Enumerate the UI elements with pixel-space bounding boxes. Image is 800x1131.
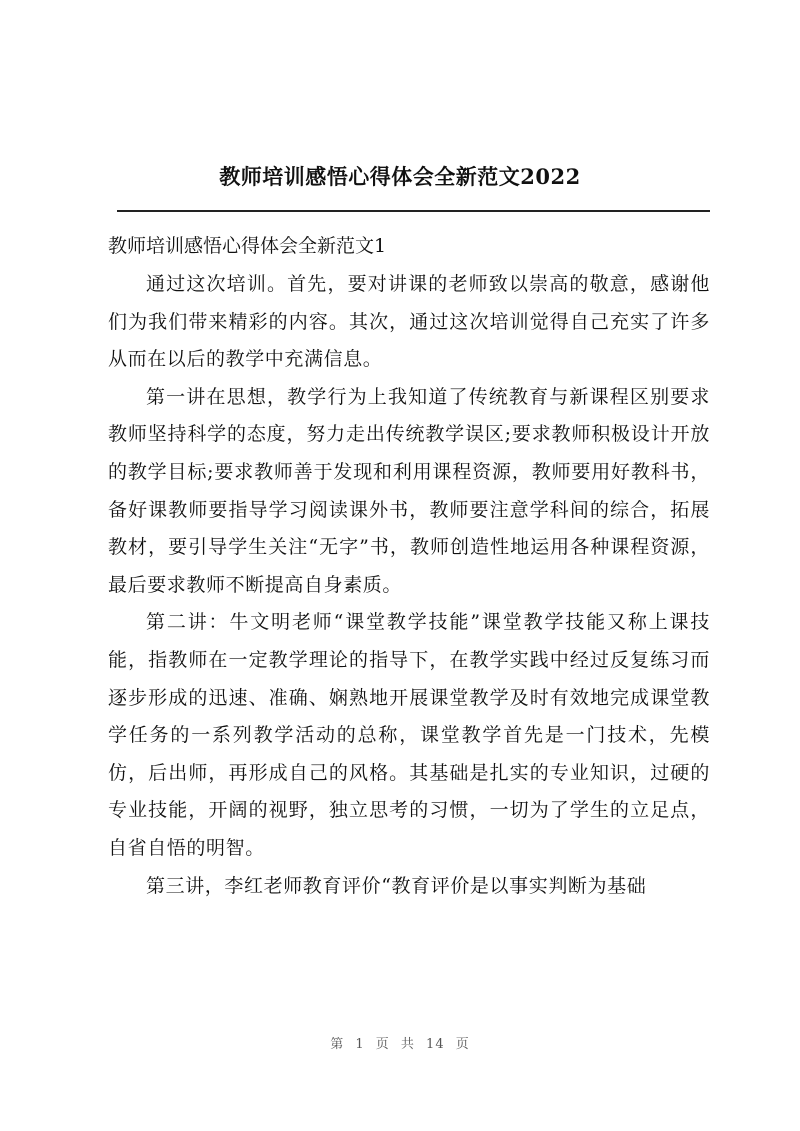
paragraph: 第三讲，李红老师教育评价“教育评价是以事实判断为基础 xyxy=(146,874,647,897)
section-heading: 教师培训感悟心得体会全新范文1 xyxy=(108,235,387,257)
body-text xyxy=(108,266,710,905)
paragraph: 通过这次培训。首先，要对讲课的老师致以崇高的敬意，感谢他们为我们带来精彩的内容。其次，通过这次培训觉得自己充实了许多从而在以后的教学中充满信息。 xyxy=(108,273,710,371)
title-divider xyxy=(117,210,710,212)
page-title: 教师培训感悟心得体会全新范文2022 xyxy=(219,164,581,189)
paragraph: 第一讲在思想，教学行为上我知道了传统教育与新课程区别要求教师坚持科学的态度，努力走出传统教学误区;要求教师积极设计开放的教学目标;要求教师善于发现和利用课程资源，教师要用好教科书，备好课教师要指导学习阅读课外书，教师要注意学科间的综合，拓展教材，要引导学生关注“无字”书，教师创造性地运用各种课程资源，最后要求教师不断提高自身素质。 xyxy=(108,385,710,596)
page-number-footer: 第 1 页 共 14 页 xyxy=(330,1037,470,1052)
paragraph: 第二讲：牛文明老师“课堂教学技能”课堂教学技能又称上课技能，指教师在一定教学理论的指导下，在教学实践中经过反复练习而逐步形成的迅速、准确、娴熟地开展课堂教学及时有效地完成课堂教学任务的一系列教学活动的总称，课堂教学首先是一门技术，先模仿，后出师，再形成自己的风格。其基础是扎实的专业知识，过硬的专业技能，开阔的视野，独立思考的习惯，一切为了学生的立足点，自省自悟的明智。 xyxy=(108,611,710,859)
